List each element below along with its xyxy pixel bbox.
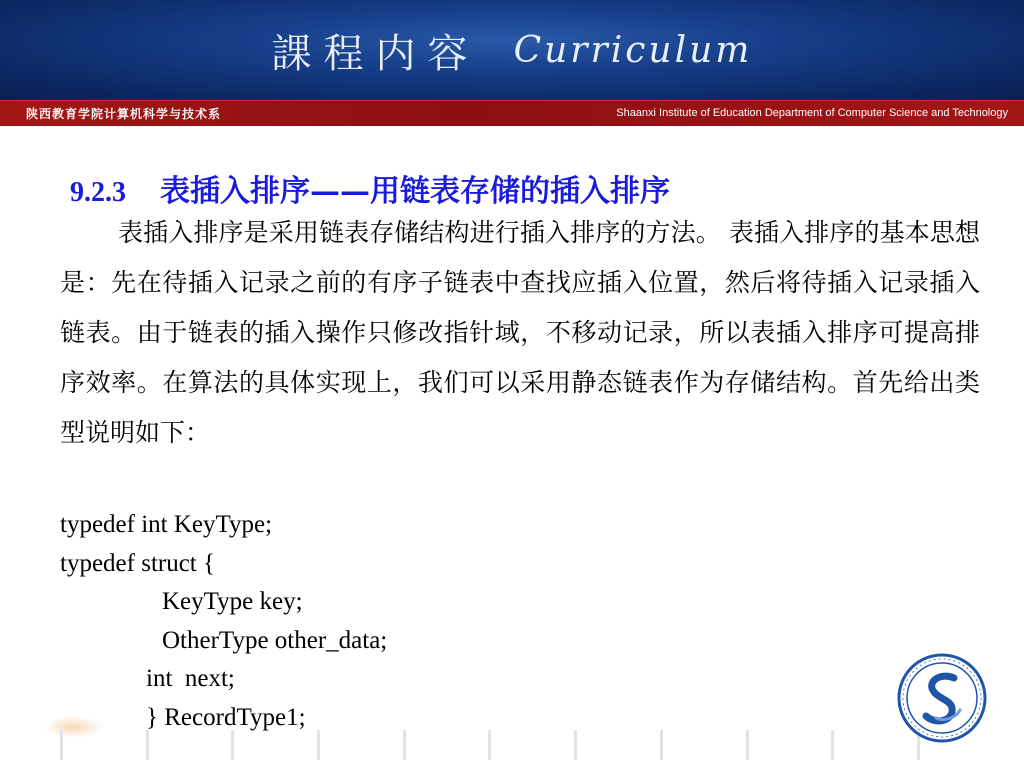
institution-name-en: Shaanxi Institute of Education Department of Computer Science and Technology xyxy=(616,107,1008,119)
decorative-dash xyxy=(574,730,577,760)
code-line: } RecordType1; xyxy=(146,703,306,731)
decorative-dash xyxy=(146,730,149,760)
school-seal-icon xyxy=(896,652,988,744)
decorative-dash xyxy=(746,730,749,760)
code-line: OtherType other_data; xyxy=(162,626,388,654)
decorative-dash xyxy=(60,730,63,760)
decorative-dash xyxy=(831,730,834,760)
code-line: KeyType key; xyxy=(162,588,303,615)
decorative-dash xyxy=(317,730,320,760)
decorative-dashes xyxy=(60,730,920,760)
code-line: typedef struct { xyxy=(60,549,216,577)
section-number: 9.2.3 xyxy=(70,177,126,208)
banner-title-zh: 課程内容 xyxy=(271,30,480,77)
institution-name-zh: 陕西教育学院计算机科学与技术系 xyxy=(26,107,222,121)
banner-title xyxy=(0,22,1024,78)
decorative-dash xyxy=(231,730,234,760)
section-title: 表插入排序——用链表存储的插入排序 xyxy=(160,174,670,209)
code-block xyxy=(60,506,387,737)
code-line: typedef int KeyType; xyxy=(60,511,273,538)
body-paragraph: 表插入排序是采用链表存储结构进行插入排序的方法。 表插入排序的基本思想是：先在待插入记录之前的有序子链表中查找应插入位置，然后将待插入记录插入链表。由于链表的插入操作只修改指针域，不移动记录，所以表插入排序可提高排序效率。在算法的具体实现上，我们可以采用静态链表作为存储结构。首先给出类型说明如下： xyxy=(60,218,980,447)
banner-title-en: Curriculum xyxy=(513,29,753,71)
decorative-dash xyxy=(660,730,663,760)
decorative-dash xyxy=(488,730,491,760)
decorative-dash xyxy=(403,730,406,760)
section-heading xyxy=(70,166,670,210)
header-banner xyxy=(0,0,1024,100)
institution-bar xyxy=(0,100,1024,126)
code-line: int next; xyxy=(146,665,235,692)
